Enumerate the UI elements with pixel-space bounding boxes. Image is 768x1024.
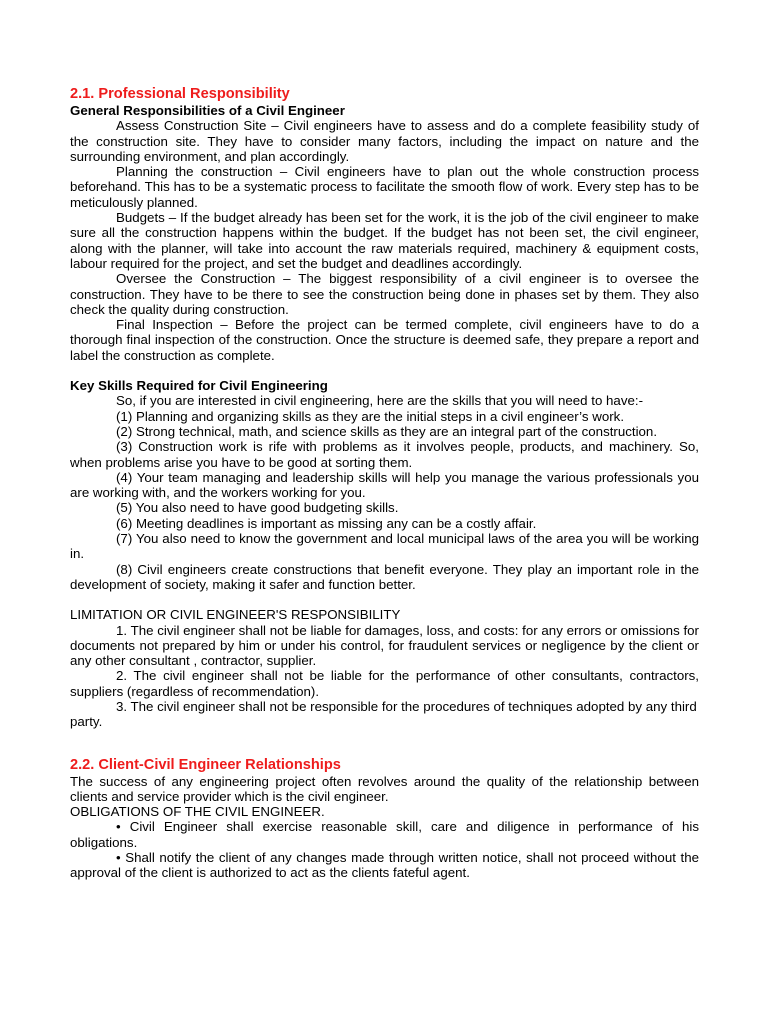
limitation-tail: party. — [70, 714, 103, 730]
section-heading-client-relationships: 2.2. Client-Civil Engineer Relationships — [70, 756, 341, 773]
spacer — [70, 730, 699, 757]
spacer — [70, 592, 699, 607]
skill-item: (4) Your team managing and leadership skills will help you manage the various professionals you are working with, and the workers working for you. — [70, 469, 699, 501]
limitation-item: 3. The civil engineer shall not be responsible for the procedures of techniques adopted by any third — [116, 698, 697, 714]
obligation-bullet: • Shall notify the client of any changes made through written notice, shall not proceed without the approval of the client is authorized to act as the clients fateful agent. — [70, 850, 699, 881]
limitation-item: 1. The civil engineer shall not be liable for damages, loss, and costs: for any errors or omissions for documents not prepared by him or under his control, for fraudulent services or negligence by the client or any other consultant , contractor, supplier. — [70, 622, 699, 669]
skill-item: (1) Planning and organizing skills as they are the initial steps in a civil engineer’s work. — [116, 408, 625, 424]
section-heading-professional-responsibility: 2.1. Professional Responsibility — [70, 86, 290, 102]
skills-intro: So, if you are interested in civil engineering, here are the skills that you will need to have:- — [116, 393, 643, 409]
skill-item: (7) You also need to know the government and local municipal laws of the area you will be working in. — [70, 531, 699, 562]
document-page — [70, 86, 699, 881]
paragraph-planning: Planning the construction – Civil engineers have to plan out the whole construction process beforehand. This has to be a systematic process to facilitate the smooth flow of work. Every step has to be meticulously planned. — [70, 164, 699, 210]
paragraph-budgets: Budgets – If the budget already has been set for the work, it is the job of the civil engineer to make sure all the construction happens within the budget. If the budget has not been set, the civil engineer, along with the planner, will take into account the raw materials required, machinery & equipment costs, labour required for the project, and set the budget and deadlines accordingly. — [70, 210, 699, 271]
skill-item: (3) Construction work is rife with problems as it involves people, products, and machinery. So, when problems arise you have to be good at sorting them. — [70, 439, 699, 470]
paragraph-assess-site: Assess Construction Site – Civil engineers have to assess and do a complete feasibility study of the construction site. They have to consider many factors, including the impact on nature and the surrounding environment, and plan accordingly. — [70, 118, 699, 164]
skill-item: (8) Civil engineers create constructions that benefit everyone. They play an important role in the development of society, making it safer and function better. — [70, 561, 699, 592]
skill-item: (2) Strong technical, math, and science skills as they are an integral part of the construction. — [116, 423, 658, 439]
relationship-intro: The success of any engineering project often revolves around the quality of the relationship between clients and service provider which is the civil engineer. — [70, 773, 699, 804]
subheading-key-skills: Key Skills Required for Civil Engineering — [70, 378, 328, 394]
paragraph-oversee: Oversee the Construction – The biggest responsibility of a civil engineer is to oversee the construction. They have to be there to see the construction being done in phases set by them. They also check the quality during construction. — [70, 271, 699, 317]
skill-item: (6) Meeting deadlines is important as missing any can be a costly affair. — [116, 515, 537, 531]
paragraph-final-inspection: Final Inspection – Before the project can be termed complete, civil engineers have to do a thorough final inspection of the construction. Once the structure is deemed safe, they prepare a report and label the construction as complete. — [70, 317, 699, 363]
limitation-heading: LIMITATION OR CIVIL ENGINEER'S RESPONSIBILITY — [70, 607, 401, 623]
subheading-general-responsibilities: General Responsibilities of a Civil Engineer — [70, 103, 345, 118]
obligation-bullet: • Civil Engineer shall exercise reasonable skill, care and diligence in performance of his obligations. — [70, 819, 699, 850]
limitation-item: 2. The civil engineer shall not be liable for the performance of other consultants, contractors, suppliers (regardless of recommendation). — [70, 668, 699, 699]
skill-item: (5) You also need to have good budgeting skills. — [116, 500, 399, 516]
spacer — [70, 363, 699, 378]
obligations-heading: OBLIGATIONS OF THE CIVIL ENGINEER. — [70, 804, 325, 820]
